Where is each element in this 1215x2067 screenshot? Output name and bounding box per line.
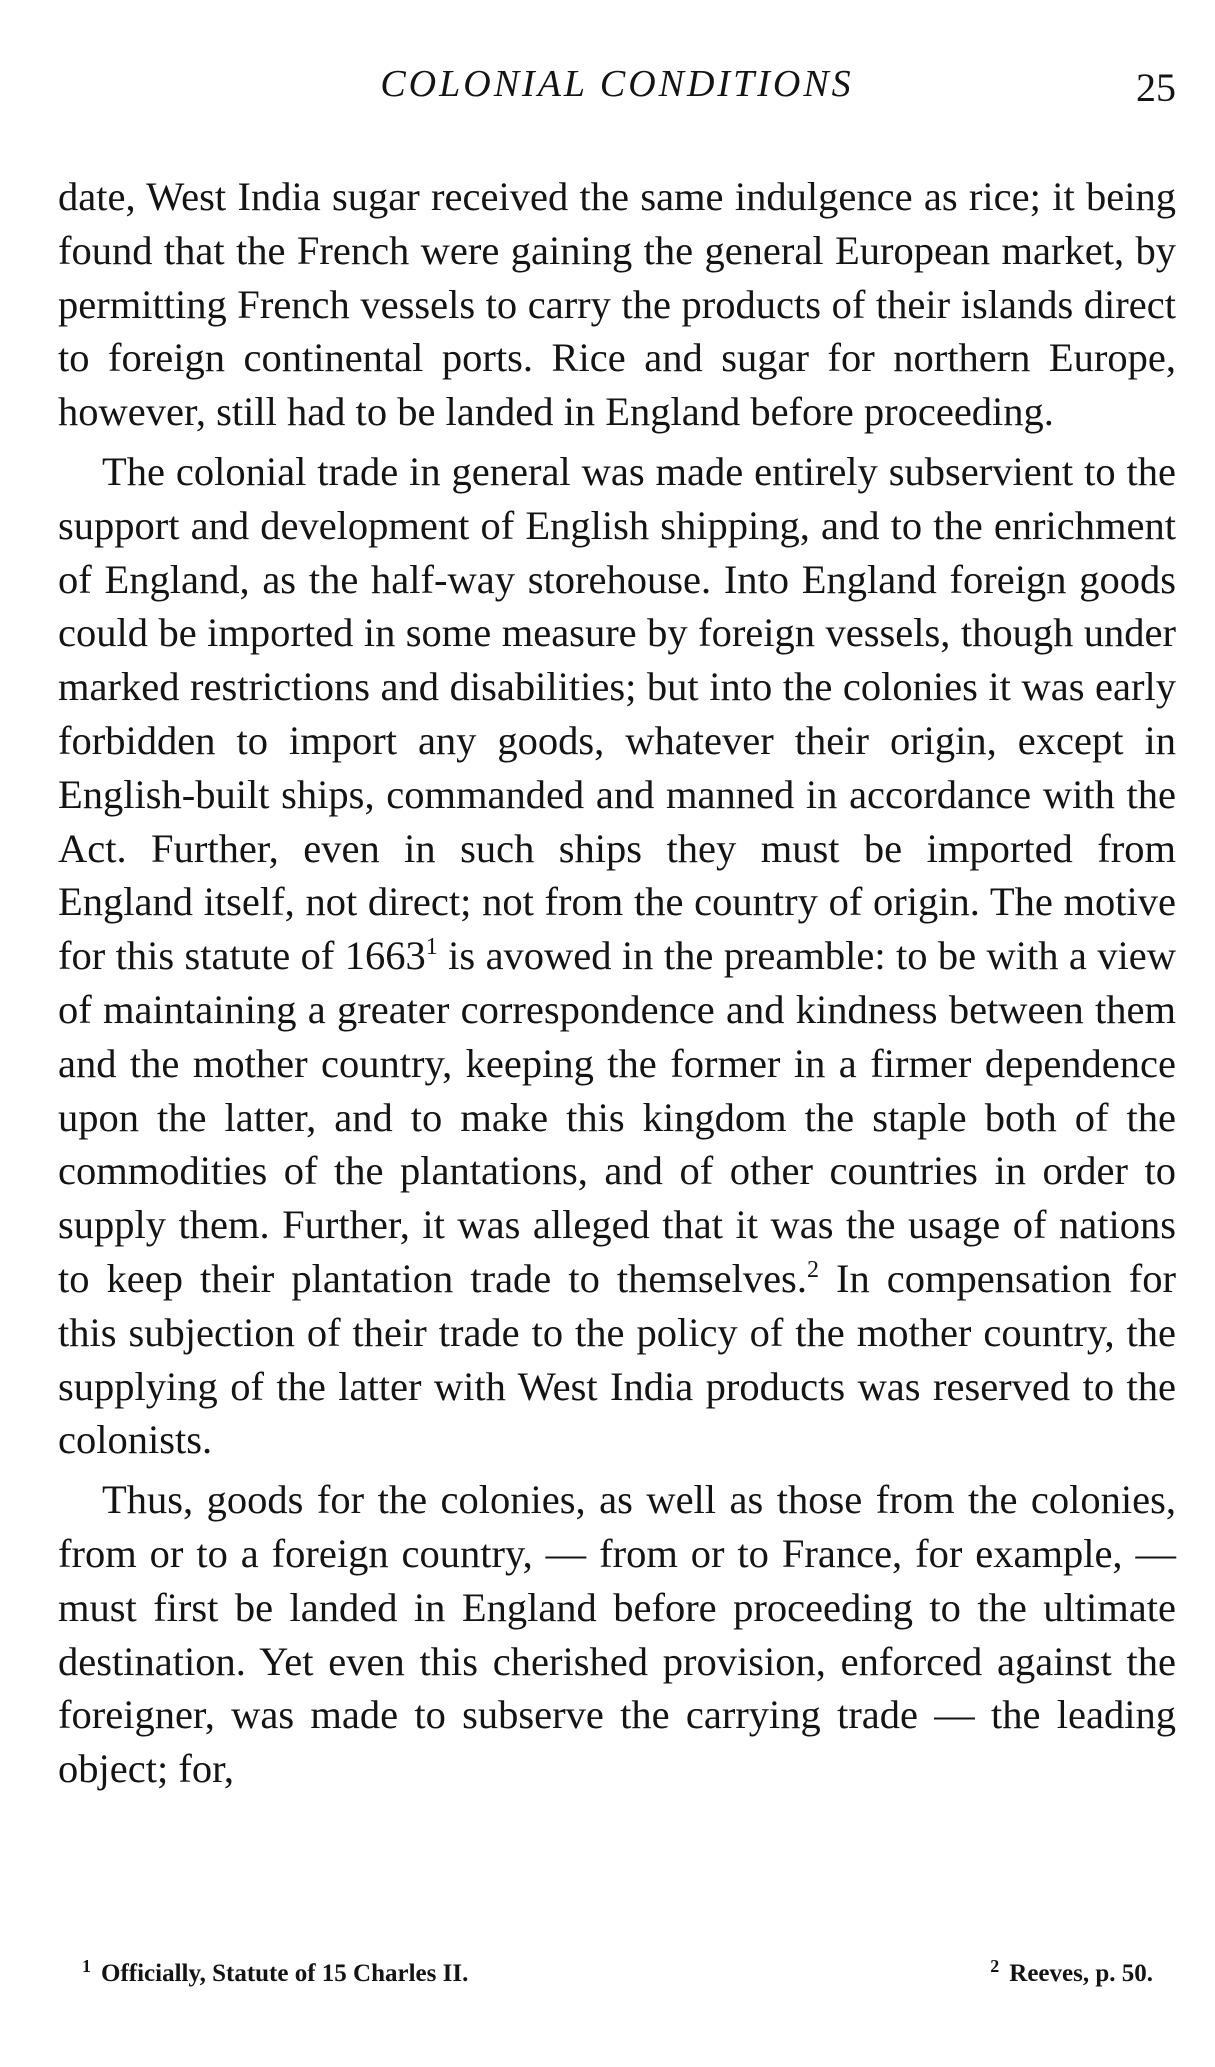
paragraph-text-part: In compensation for this subjection of their trade to the policy of the mother country, the supplying of the latter with West India products was reserved to the colonists. (58, 1255, 1177, 1463)
footnote-reference[interactable]: 2 (806, 1256, 819, 1283)
footnote-text: Reeves, p. 50. (1009, 1960, 1153, 1987)
footnote-1 (82, 1956, 469, 1988)
body-text (58, 170, 1176, 1796)
paragraph-goods-landing (58, 1473, 1176, 1796)
paragraph-text: Thus, goods for the colonies, as well as those from the colonies, from or to a foreign country, — from or to France, for example, — must first be landed in England before proceeding to the ultimate destination. Yet even this cherished provision, enforced against the foreigner, was made to subserve the carrying trade — the leading object; for, (58, 1477, 1176, 1792)
page-number: 25 (1136, 65, 1176, 110)
footnotes (82, 1956, 1153, 1988)
paragraph-text-part: The colonial trade in general was made entirely subservient to the support and development of English shipping, and to the enrichment of England, as the half-way storehouse. Into England foreign goods could be imported in some measure by foreign vessels, though under marked restrictions and disabilities; but into the colonies it was early forbidden to import any goods, whatever their origin, except in English-built ships, commanded and manned in accordance with the Act. Further, even in such ships they must be imported from England itself, not direct; not from the country of origin. The motive for this statute of 1663 (58, 448, 1176, 979)
running-title: COLONIAL CONDITIONS (380, 63, 854, 105)
book-page (58, 62, 1176, 1796)
paragraph-text-part: is avowed in the preamble: to be with a view of maintaining a greater correspondence and kindness between them and the mother country, keeping the former in a firmer dependence upon the latter, and to make this kingdom the staple both of the commodities of the plantations, and of other countries in order to supply them. Further, it was alleged that it was the usage of nations to keep their plantation trade to themselves. (58, 933, 1177, 1301)
footnote-marker: 1 (82, 1956, 91, 1976)
footnote-text: Officially, Statute of 15 Charles II. (101, 1960, 469, 1987)
running-head (58, 62, 1176, 118)
footnote-reference[interactable]: 1 (425, 934, 438, 961)
footnote-marker: 2 (990, 1956, 1000, 1976)
paragraph-text: date, West India sugar received the same indulgence as rice; it being found that the French were gaining the general European market, by permitting French vessels to carry the products of their islands direct to foreign continental ports. Rice and sugar for northern Europe, however, still had to be landed in England before proceeding. (58, 174, 1176, 435)
footnote-2 (990, 1956, 1153, 1988)
paragraph-continuation (58, 170, 1176, 439)
paragraph-colonial-trade (58, 445, 1176, 1467)
